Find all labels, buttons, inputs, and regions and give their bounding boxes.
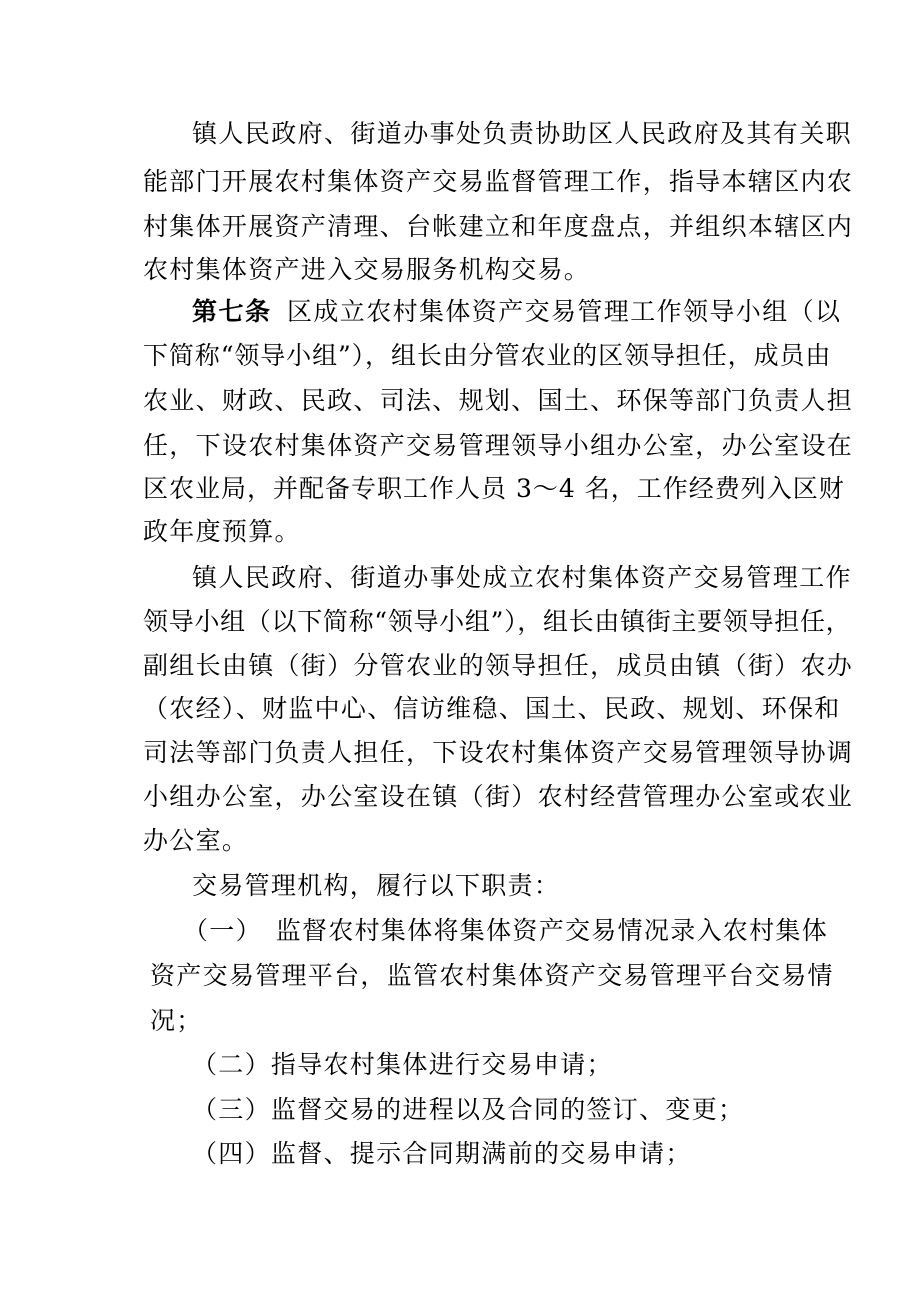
paragraph-3-line-4: （农经）、财监中心、信访维稳、国土、民政、规划、环保和 [143,694,841,723]
paragraph-3-line-2: 领导小组（以下简称“领导小组”），组长由镇街主要领导担任， [143,607,852,636]
duty-4: （四）监督、提示合同期满前的交易申请； [192,1139,692,1168]
article-7-line-5: 区农业局，并配备专职工作人员 3～4 名，工作经费列入区财 [143,474,845,503]
article-7-line-6: 政年度预算。 [143,517,301,546]
paragraph-1-line-1: 镇人民政府、街道办事处负责协助区人民政府及其有关职 [192,119,853,148]
duty-2: （二）指导农村集体进行交易申请； [192,1050,613,1079]
article-heading: 第七条 [192,297,272,326]
paragraph-3-line-3: 副组长由镇（街）分管农业的领导担任，成员由镇（街）农办 [143,651,854,680]
duty-1-line-1: （一） 监督农村集体将集体资产交易情况录入农村集体 [183,916,829,945]
duty-3: （三）监督交易的进程以及合同的签订、变更； [192,1095,745,1124]
paragraph-3-line-7: 办公室。 [143,826,249,855]
paragraph-1-line-4: 农村集体资产进入交易服务机构交易。 [143,255,591,284]
duties-intro: 交易管理机构，履行以下职责： [192,871,561,900]
article-7-line-3: 农业、财政、民政、司法、规划、国土、环保等部门负责人担 [143,386,854,415]
paragraph-3-line-6: 小组办公室，办公室设在镇（街）农村经营管理办公室或农业 [143,782,854,811]
paragraph-3-line-1: 镇人民政府、街道办事处成立农村集体资产交易管理工作 [192,563,853,592]
paragraph-3-line-5: 司法等部门负责人担任，下设农村集体资产交易管理领导协调 [143,738,854,767]
article-7-line-1: 区成立农村集体资产交易管理工作领导小组（以 [287,297,842,326]
paragraph-1-line-3: 村集体开展资产清理、台帐建立和年度盘点，并组织本辖区内 [143,212,854,241]
duty-1-line-2: 资产交易管理平台，监管农村集体资产交易管理平台交易情 [150,961,834,990]
article-7-line-4: 任，下设农村集体资产交易管理领导小组办公室，办公室设在 [143,431,854,460]
duty-1-line-3: 况； [150,1006,203,1035]
article-7-line-2: 下简称“领导小组”），组长由分管农业的区领导担任，成员由 [143,341,832,370]
paragraph-1-line-2: 能部门开展农村集体资产交易监督管理工作，指导本辖区内农 [143,167,854,196]
